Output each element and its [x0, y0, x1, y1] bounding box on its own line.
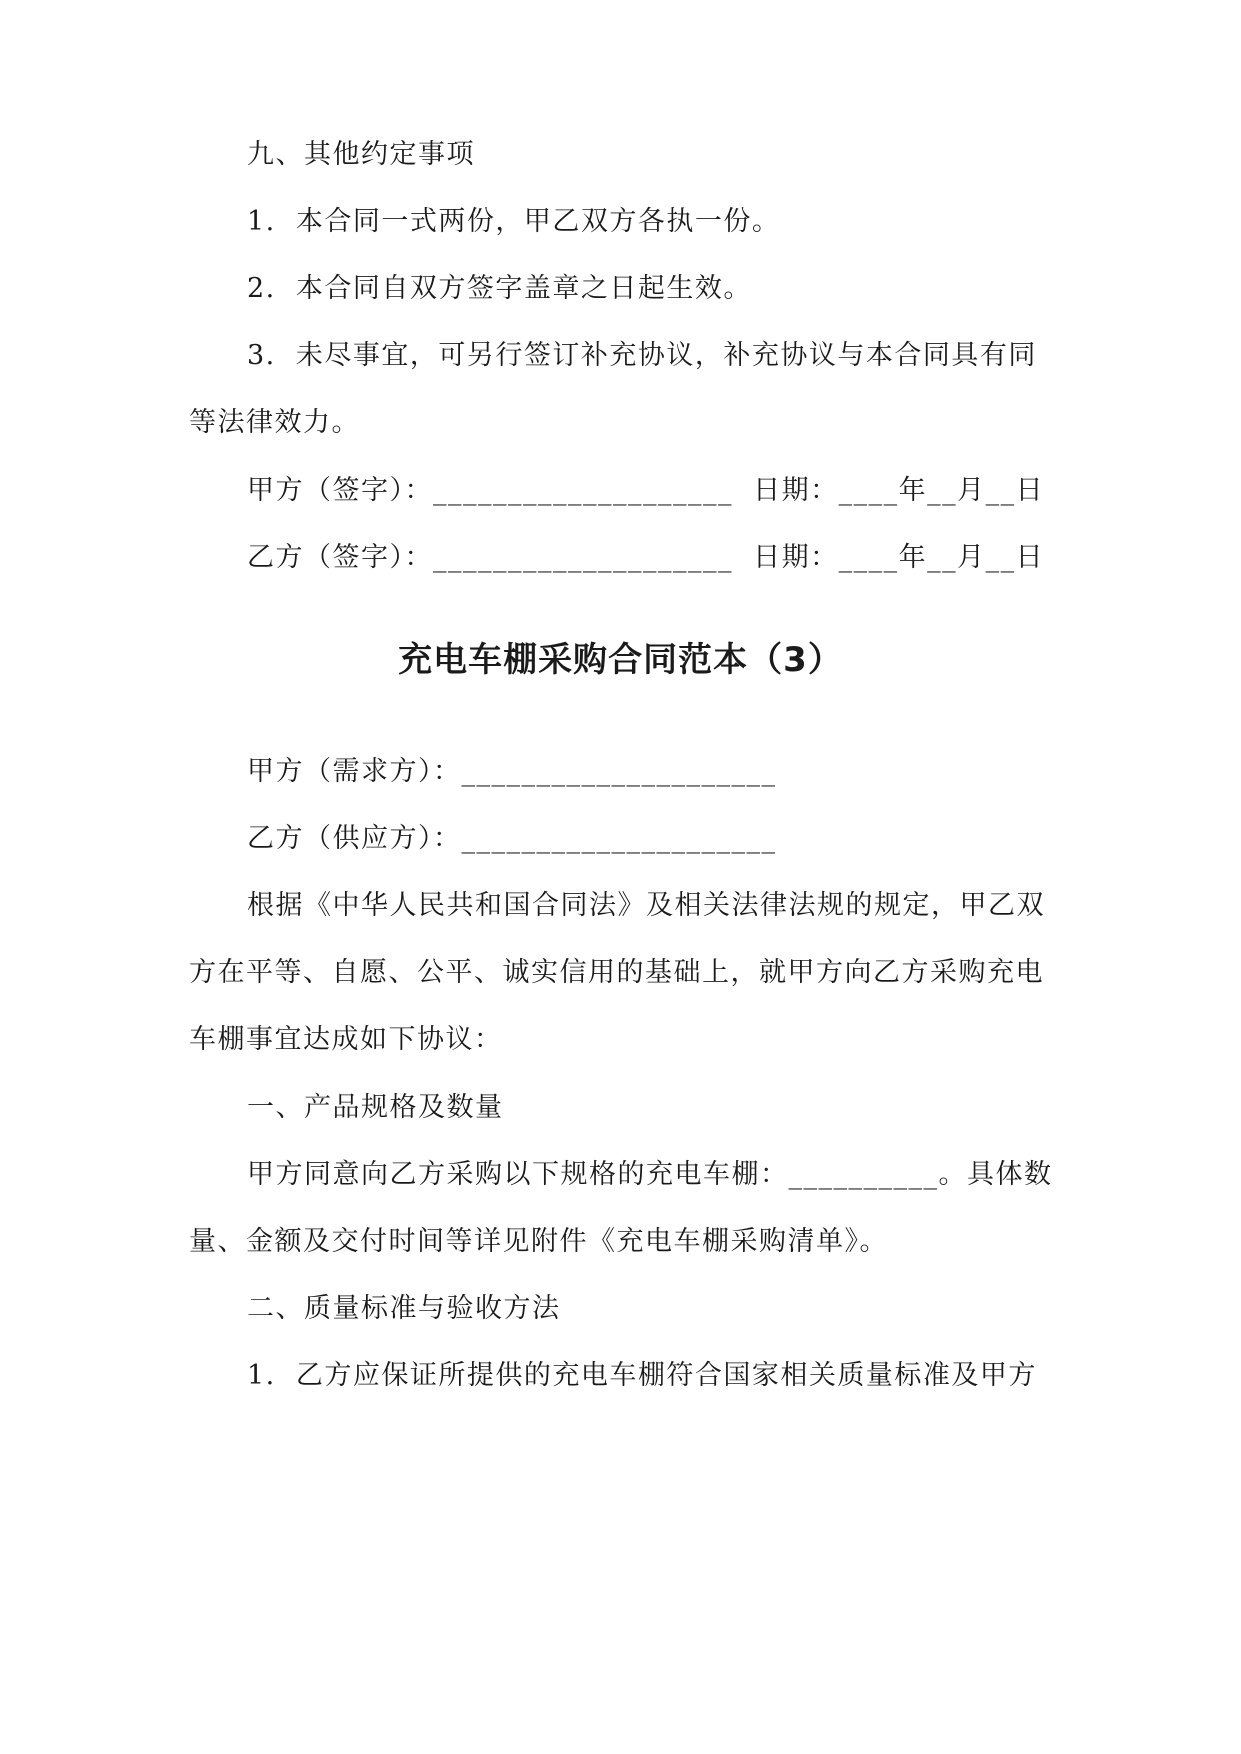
clause-item-continuation: 等法律效力。 — [189, 407, 360, 438]
party-b-field: 乙方（供应方）：_____________________ — [247, 823, 777, 854]
clause-item: 1. 本合同一式两份，甲乙双方各执一份。 — [247, 206, 781, 237]
section-heading: 一、产品规格及数量 — [247, 1092, 504, 1123]
preamble-paragraph: 车棚事宜达成如下协议： — [189, 1024, 503, 1055]
preamble-paragraph: 方在平等、自愿、公平、诚实信用的基础上，就甲方向乙方采购充电 — [189, 957, 1044, 988]
signature-line-party-a: 甲方（签字）：____________________ 日期：____年__月__日 — [247, 475, 1045, 506]
signature-line-party-b: 乙方（签字）：____________________ 日期：____年__月__日 — [247, 542, 1045, 573]
party-a-field: 甲方（需求方）：_____________________ — [247, 756, 777, 787]
clause-item: 3. 未尽事宜，可另行签订补充协议，补充协议与本合同具有同 — [247, 340, 1037, 371]
section-heading: 九、其他约定事项 — [247, 139, 475, 170]
preamble-paragraph: 根据《中华人民共和国合同法》及相关法律法规的规定，甲乙双 — [247, 890, 1045, 921]
clause-item: 1. 乙方应保证所提供的充电车棚符合国家相关质量标准及甲方 — [247, 1360, 1037, 1391]
document-title: 充电车棚采购合同范本（3） — [398, 640, 843, 680]
clause-item: 2. 本合同自双方签字盖章之日起生效。 — [247, 273, 752, 304]
section-paragraph: 甲方同意向乙方采购以下规格的充电车棚：__________。具体数 — [247, 1159, 1053, 1190]
section-paragraph: 量、金额及交付时间等详见附件《充电车棚采购清单》。 — [189, 1226, 888, 1257]
section-heading: 二、质量标准与验收方法 — [247, 1293, 561, 1324]
